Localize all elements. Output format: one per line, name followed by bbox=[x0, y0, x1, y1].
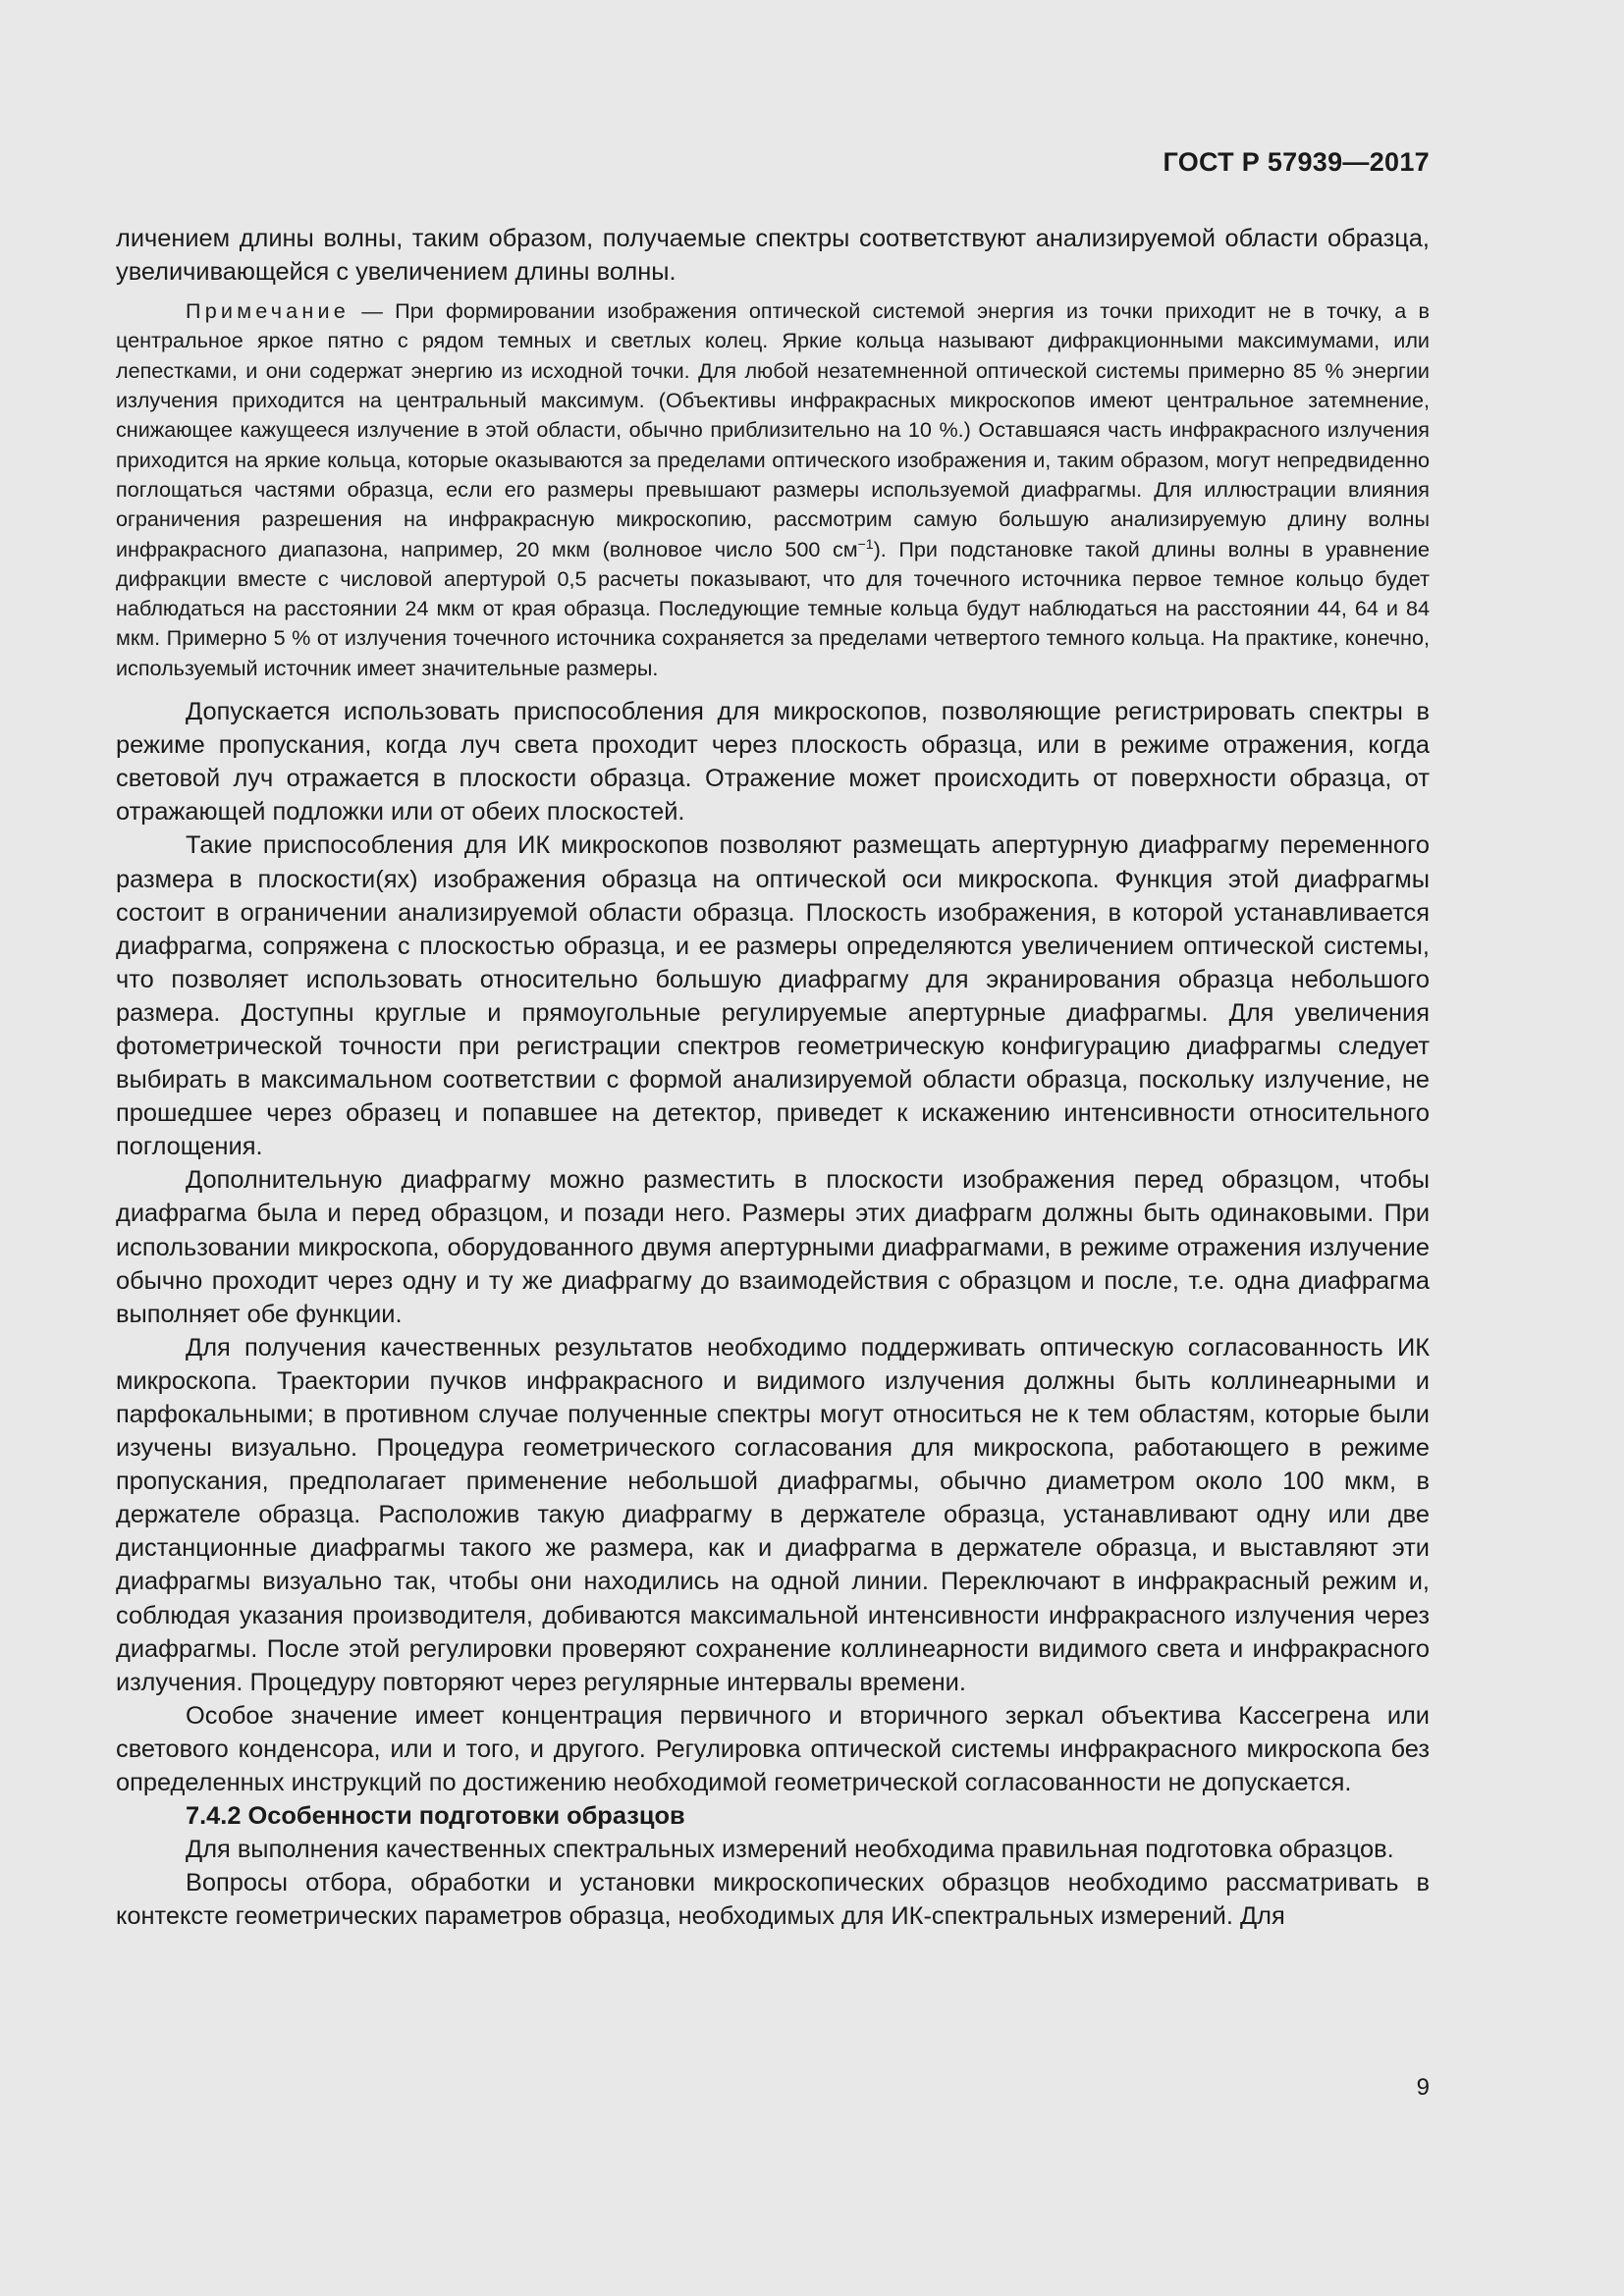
paragraph-additional-aperture: Дополнительную диафрагму можно разместить в плоскости изображения перед образцом, чтобы диафрагма была и перед образцом, и позади него. Размеры этих диафрагм должны быть одинаковыми. При использовании микроскопа, оборудованного двумя апертурными диафрагмами, в режиме отражения излучение обычно проходит через одну и ту же диафрагму до взаимодействия с образцом и после, т.е. одна диафрагма выполняет обе функции. bbox=[116, 1166, 1430, 1328]
note-block bbox=[116, 296, 1430, 683]
section-heading: 7.4.2 Особенности подготовки образцов bbox=[186, 1802, 685, 1831]
paragraph-attachments: Допускается использовать приспособления для микроскопов, позволяющие регистрировать спектры в режиме пропускания, когда луч света проходит через плоскость образца, или в режиме отражения, когда световой луч отражается в плоскости образца. Отражение может происходить от поверхности образца, от отражающей подложки или от обеих плоскостей. bbox=[116, 698, 1430, 827]
body-text bbox=[116, 222, 1430, 1934]
paragraph-alignment: Для получения качественных результатов необходимо поддерживать оптическую согласованность ИК микроскопа. Траектории пучков инфракрасного и видимого излучения должны быть коллинеарными и парфокальными; в противном случае полученные спектры могут относиться не к тем областям, которые были изучены визуально. Процедура геометрического согласования для микроскопа, работающего в режиме пропускания, предполагает применение небольшой диафрагмы, обычно диаметром около 100 мкм, в держателе образца. Расположив такую диафрагму в держателе образца, устанавливают одну или две дистанционные диафрагмы такого же размера, как и диафрагма в держателе образца, и выставляют эти диафрагмы визуально так, чтобы они находились на одной линии. Переключают в инфракрасный режим и, соблюдая указания производителя, добиваются максимальной интенсивности инфракрасного излучения через диафрагмы. После этой регулировки проверяют сохранение коллинеарности видимого света и инфракрасного излучения. Процедуру повторяют через регулярные интервалы времени. bbox=[116, 1333, 1430, 1696]
paragraph-sample-selection: Вопросы отбора, обработки и установки микроскопических образцов необходимо рассматривать в контексте геометрических параметров образца, необходимых для ИК-спектральных измерений. Для bbox=[116, 1869, 1430, 1931]
paragraph-aperture: Такие приспособления для ИК микроскопов позволяют размещать апертурную диафрагму переменного размера в плоскости(ях) изображения образца на оптической оси микроскопа. Функция этой диафрагмы состоит в ограничении анализируемой области образца. Плоскость изображения, в которой устанавливается диафрагма, сопряжена с плоскостью образца, и ее размеры определяются увеличением оптической системы, что позволяет использовать относительно большую диафрагму для экранирования образца небольшого размера. Доступны круглые и прямоугольные регулируемые апертурные диафрагмы. Для увеличения фотометрической точности при регистрации спектров геометрическую конфигурацию диафрагмы следует выбирать в максимальном соответствии с формой анализируемой области образца, поскольку излучение, не прошедшее через образец и попавшее на детектор, приведет к искажению интенсивности относительного поглощения. bbox=[116, 831, 1430, 1161]
page-number: 9 bbox=[1416, 2074, 1430, 2101]
document-id-header: ГОСТ Р 57939—2017 bbox=[1163, 147, 1430, 177]
note-label: Примечание bbox=[186, 298, 350, 324]
paragraph-cassegrain: Особое значение имеет концентрация первичного и вторичного зеркал объектива Кассегрена или светового конденсора, или и того, и другого. Регулировка оптической системы инфракрасного микроскопа без определенных инструкций по достижению необходимой геометрической согласованности не допускается. bbox=[116, 1701, 1430, 1797]
paragraph-continuation: личением длины волны, таким образом, получаемые спектры соответствуют анализируемой области образца, увеличивающейся с увеличением длины волны. bbox=[116, 225, 1430, 287]
note-superscript: −1 bbox=[857, 535, 874, 552]
paragraph-sample-prep: Для выполнения качественных спектральных измерений необходима правильная подготовка образцов. bbox=[186, 1836, 1394, 1864]
note-text-b: ). При подстановке такой длины волны в уравнение дифракции вместе с числовой апертурой 0,5 расчеты показывают, что для точечного источника первое темное кольцо будет наблюдаться на расстоянии 24 мкм от края образца. Последующие темные кольца будут наблюдаться на расстоянии 44, 64 и 84 мкм. Примерно 5 % от излучения точечного источника сохраняется за пределами четвертого темного кольца. На практике, конечно, используемый источник имеет значительные размеры. bbox=[116, 536, 1430, 680]
note-text-a: — При формировании изображения оптической системой энергия из точки приходит не в точку, а в центральное яркое пятно с рядом темных и светлых колец. Яркие кольца называют дифракционными максимумами, или лепестками, и они содержат энергию из исходной точки. Для любой незатемненной оптической системы примерно 85 % энергии излучения приходится на центральный максимум. (Объективы инфракрасных микроскопов имеют центральное затемнение, снижающее кажущееся излучение в этой области, обычно приблизительно на 10 %.) Оставшаяся часть инфракрасного излучения приходится на яркие кольца, которые оказываются за пределами оптического изображения и, таким образом, могут непредвиденно поглощаться частями образца, если его размеры превышают размеры используемой диафрагмы. Для иллюстрации влияния ограничения разрешения на инфракрасную микроскопию, рассмотрим самую большую анализируемую длину волны инфракрасного диапазона, например, 20 мкм (волновое число 500 см bbox=[116, 298, 1430, 561]
